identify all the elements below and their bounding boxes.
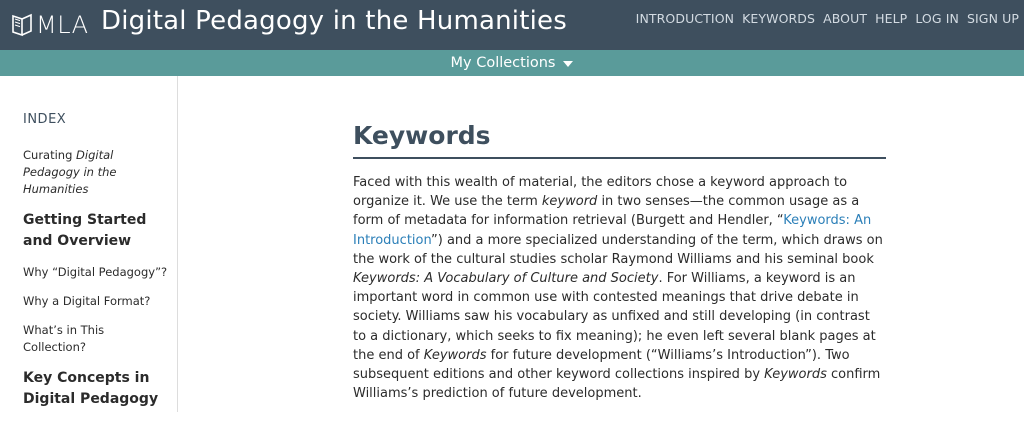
keywords-introduction-link[interactable]: Keywords: An Introduction <box>353 213 872 248</box>
mla-logo[interactable] <box>12 10 89 40</box>
my-collections-dropdown[interactable] <box>451 55 574 71</box>
sidebar-item-why-digital-pedagogy[interactable]: Why “Digital Pedagogy”? <box>23 265 168 279</box>
text-segment: ”) and a more specialized understanding of the term, which draws on the work of the cultural studies scholar Raymond Williams and his seminal book <box>353 232 883 267</box>
top-nav <box>628 11 1019 26</box>
nav-about[interactable]: ABOUT <box>823 11 868 26</box>
emphasis-book-title: Keywords: A Vocabulary of Culture and Society <box>353 271 659 287</box>
caret-down-icon <box>563 61 573 67</box>
keywords-paragraph <box>353 173 886 403</box>
index-heading: INDEX <box>23 112 67 127</box>
nav-introduction[interactable]: INTRODUCTION <box>635 11 735 26</box>
text-segment: Faced with this wealth of material, the editors chose a keyword approach to organize it. We use the term <box>353 175 848 210</box>
text-segment: for future development (“Williams’s Introduction”). Two subsequent editions and other keyword collections inspired by <box>353 347 850 383</box>
sidebar-section-getting-started[interactable]: Getting Started and Overview <box>23 212 147 249</box>
site-title[interactable]: Digital Pedagogy in the Humanities <box>101 6 567 36</box>
text-segment: in two senses—the common usage as a form of metadata for information retrieval (Burgett and Hendler, “ <box>353 194 860 229</box>
main-content <box>353 118 886 403</box>
page-title: Keywords <box>353 118 886 159</box>
site-header <box>0 0 1024 50</box>
nav-log-in[interactable]: LOG IN <box>915 11 959 26</box>
curating-prefix: Curating <box>23 148 77 162</box>
sidebar-item-curating[interactable] <box>23 147 168 198</box>
nav-sign-up[interactable]: SIGN UP <box>966 11 1019 26</box>
sidebar-item-whats-in-collection[interactable]: What’s in This Collection? <box>23 323 105 354</box>
emphasis-keywords: Keywords <box>764 367 827 383</box>
nav-keywords[interactable]: KEYWORDS <box>742 11 816 26</box>
sidebar-item-why-digital-format[interactable]: Why a Digital Format? <box>23 294 151 308</box>
sidebar-section-key-concepts[interactable]: Key Concepts in Digital Pedagogy <box>23 370 159 407</box>
logo-text: MLA <box>36 11 89 39</box>
emphasis-keyword: keyword <box>541 194 598 210</box>
nav-help[interactable]: HELP <box>875 11 908 26</box>
curating-title: Digital Pedagogy in the Humanities <box>23 148 117 196</box>
emphasis-keywords: Keywords <box>423 347 487 363</box>
index-sidebar <box>0 76 178 412</box>
index-list <box>23 147 168 422</box>
book-icon <box>12 13 34 37</box>
my-collections-label: My Collections <box>450 55 556 71</box>
text-segment: confirm Williams’s prediction of future development. <box>353 367 881 402</box>
text-segment: . For Williams, a keyword is an important word in common use with contested meanings that drive debate in society. Williams saw his vocabulary as unfixed and still developing (in contrast to a dictionary, which seeks to fix meaning); he even left several blank pages at the end of <box>353 271 876 363</box>
collections-bar <box>0 50 1024 76</box>
